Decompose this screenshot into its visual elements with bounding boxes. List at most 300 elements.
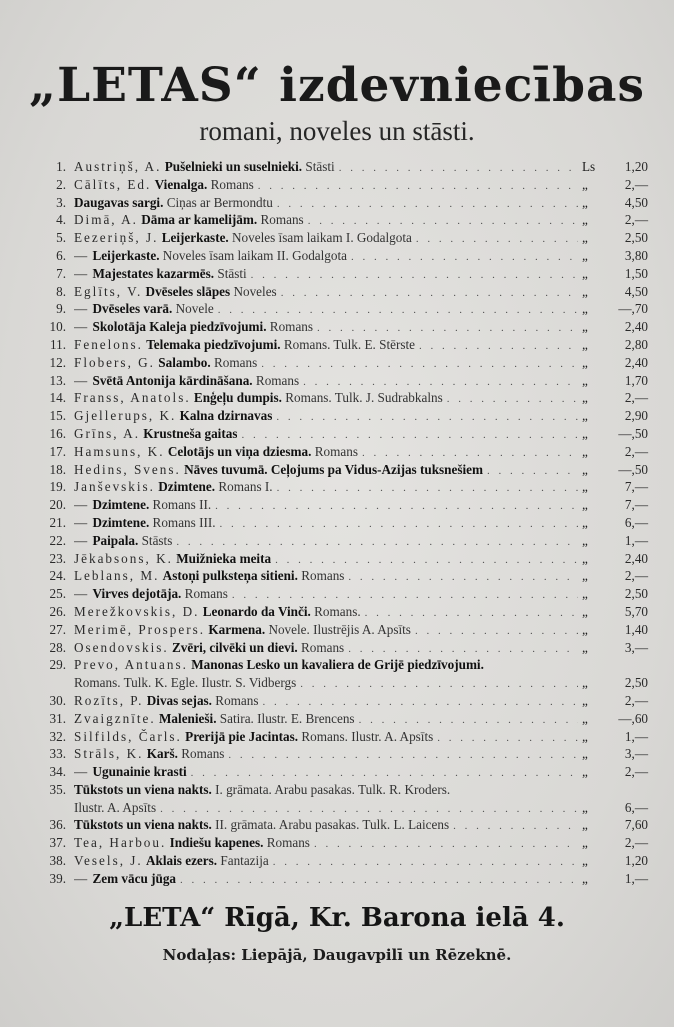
item-price: 3,80 xyxy=(624,247,648,263)
item-entry xyxy=(74,871,176,887)
branch-offices: Nodaļas: Liepājā, Daugavpilī un Rēzeknē. xyxy=(162,946,512,964)
leader-dots xyxy=(281,287,578,299)
price-prefix: „ xyxy=(582,247,588,263)
list-item-continuation xyxy=(36,675,648,693)
item-author: — xyxy=(74,372,90,388)
list-item xyxy=(36,533,648,551)
page-title: „LETAS“ izdevniecības xyxy=(29,58,645,113)
item-title: Astoņi pulksteņa sitieni. xyxy=(162,568,298,584)
item-title: Dvēseles varā. xyxy=(92,301,173,317)
price-prefix: „ xyxy=(582,870,588,886)
item-number: 18. xyxy=(49,461,66,477)
item-price: 7,60 xyxy=(624,817,648,833)
item-number: 22. xyxy=(49,532,66,548)
price-prefix: „ xyxy=(582,532,588,548)
item-title: Karmena. xyxy=(208,621,266,637)
price-prefix: „ xyxy=(582,479,588,495)
item-entry xyxy=(74,390,443,406)
item-number: 16. xyxy=(49,425,66,441)
leader-dots xyxy=(261,358,578,370)
item-author: Strāls, K. xyxy=(74,746,144,762)
leader-dots xyxy=(263,696,578,708)
item-number: 10. xyxy=(49,319,66,335)
item-number: 24. xyxy=(49,568,66,584)
item-title: Vienalga. xyxy=(154,176,208,192)
item-number: 33. xyxy=(49,746,66,762)
leader-dots xyxy=(348,571,578,583)
list-item xyxy=(36,355,648,373)
list-item xyxy=(36,853,648,871)
list-item xyxy=(36,835,648,853)
item-author: Prevo, Antuans. xyxy=(74,657,188,673)
item-title: Zem vācu jūga xyxy=(92,870,177,886)
list-item xyxy=(36,568,648,586)
item-entry xyxy=(74,479,273,495)
list-item xyxy=(36,729,648,747)
item-entry xyxy=(74,497,211,513)
item-note: Romans xyxy=(213,354,258,370)
price-prefix: „ xyxy=(582,568,588,584)
item-note: Stāsti xyxy=(305,159,335,174)
price-prefix: „ xyxy=(582,639,588,655)
item-entry xyxy=(74,551,271,567)
leader-dots xyxy=(277,482,578,494)
list-item xyxy=(36,551,648,569)
list-item xyxy=(36,871,648,889)
item-note: Satira. Ilustr. E. Brencens xyxy=(219,710,355,726)
price-prefix: „ xyxy=(582,425,588,441)
item-entry xyxy=(74,604,361,620)
leader-dots xyxy=(453,820,578,832)
publisher-address: „LETA“ Rīgā, Kr. Barona ielā 4. xyxy=(109,903,565,933)
item-price: 1,20 xyxy=(624,159,648,174)
list-item xyxy=(36,693,648,711)
item-price: —,50 xyxy=(618,425,648,441)
item-author: Gjellerups, K. xyxy=(74,408,177,424)
item-entry xyxy=(74,301,214,317)
item-author: Hamsuns, K. xyxy=(74,443,165,459)
price-prefix: „ xyxy=(582,372,588,388)
item-author: Eglīts, V. xyxy=(74,283,143,299)
item-price: 1,— xyxy=(624,532,648,548)
leader-dots xyxy=(487,465,578,477)
price-prefix: „ xyxy=(582,408,588,424)
item-author: Merežkovskis, D. xyxy=(74,603,200,619)
item-title: Zvēri, cilvēki un dievi. xyxy=(172,639,298,655)
item-title: Prerijā pie Jacintas. xyxy=(185,728,299,744)
leader-dots xyxy=(241,429,578,441)
page-subtitle: romani, noveles un stāsti. xyxy=(199,116,475,146)
list-item xyxy=(36,337,648,355)
item-note: Romans xyxy=(181,746,225,762)
item-note: Romans xyxy=(260,212,304,228)
item-number: 28. xyxy=(49,639,66,655)
item-title: Indiešu kapenes. xyxy=(169,835,264,851)
item-entry xyxy=(74,657,484,673)
list-item xyxy=(36,426,648,444)
item-author: — xyxy=(74,265,90,281)
list-item-continuation xyxy=(36,800,648,818)
list-item xyxy=(36,444,648,462)
price-prefix: „ xyxy=(582,283,588,299)
item-number: 11. xyxy=(50,336,66,352)
leader-dots xyxy=(180,874,578,886)
leader-dots xyxy=(314,838,578,850)
item-title: Leijerkaste. xyxy=(161,230,229,246)
leader-dots xyxy=(232,589,578,601)
item-entry xyxy=(74,853,269,869)
item-title: Dzimtene. xyxy=(92,514,150,530)
item-entry xyxy=(74,586,228,602)
item-number: 23. xyxy=(49,550,66,566)
item-author: — xyxy=(74,532,90,548)
leader-dots xyxy=(176,536,578,548)
leader-dots xyxy=(300,678,578,690)
item-title: Dvēseles slāpes xyxy=(145,283,231,299)
price-prefix: „ xyxy=(582,212,588,228)
item-number: 15. xyxy=(49,408,66,424)
price-prefix: „ xyxy=(582,692,588,708)
leader-dots xyxy=(447,393,578,405)
item-entry xyxy=(74,817,449,833)
item-entry xyxy=(74,177,254,193)
item-number: 30. xyxy=(49,692,66,708)
leader-dots xyxy=(339,162,578,174)
item-entry xyxy=(74,622,411,638)
item-title: Malenieši. xyxy=(158,710,217,726)
item-price: 1,70 xyxy=(624,372,648,388)
item-title: Celotājs un viņa dziesma. xyxy=(167,443,312,459)
item-number: 6. xyxy=(56,247,66,263)
item-author: Zvaigznīte. xyxy=(74,710,156,726)
item-entry xyxy=(74,159,335,175)
leader-dots xyxy=(416,233,578,245)
list-item xyxy=(36,462,648,480)
item-entry xyxy=(74,711,355,727)
item-price: 2,— xyxy=(624,764,648,780)
item-price: 7,— xyxy=(624,479,648,495)
list-item xyxy=(36,408,648,426)
price-prefix: „ xyxy=(582,835,588,851)
item-author: Osendovskis. xyxy=(74,639,169,655)
item-author: Franss, Anatols. xyxy=(74,390,191,406)
item-entry xyxy=(74,568,344,584)
list-item xyxy=(36,586,648,604)
list-item xyxy=(36,373,648,391)
item-number: 12. xyxy=(49,354,66,370)
item-title: Tūkstots un viena nakts. xyxy=(74,817,212,833)
item-continuation: Romans. Tulk. K. Egle. Ilustr. S. Vidbergs xyxy=(74,675,297,691)
item-number: 38. xyxy=(49,853,66,869)
leader-dots xyxy=(218,304,578,316)
item-entry xyxy=(74,230,412,246)
item-note: Ciņas ar Bermondtu xyxy=(166,194,273,210)
item-entry xyxy=(74,212,304,228)
book-list xyxy=(36,159,648,889)
item-author: — xyxy=(74,514,90,530)
item-author: Tea, Harbou. xyxy=(74,835,167,851)
item-author: Dimā, A. xyxy=(74,212,138,228)
list-item xyxy=(36,622,648,640)
item-author: Grīns, A. xyxy=(74,425,140,441)
item-title: Daugavas sargi. xyxy=(74,194,164,210)
list-item xyxy=(36,248,648,266)
item-number: 7. xyxy=(56,265,66,281)
item-number: 34. xyxy=(49,764,66,780)
item-price: 4,50 xyxy=(624,283,648,299)
item-entry xyxy=(74,462,483,478)
list-item xyxy=(36,782,648,800)
item-number: 36. xyxy=(49,817,66,833)
list-item xyxy=(36,301,648,319)
item-number: 39. xyxy=(49,870,66,886)
price-prefix: „ xyxy=(582,853,588,869)
price-prefix: „ xyxy=(582,497,588,513)
item-entry xyxy=(74,355,257,371)
item-author: Jēkabsons, K. xyxy=(74,550,173,566)
item-note: Noveles īsam laikam I. Godalgota xyxy=(232,230,412,246)
item-title: Leijerkaste. xyxy=(92,247,160,263)
item-entry xyxy=(74,266,247,282)
item-title: Karš. xyxy=(146,746,178,762)
list-item xyxy=(36,159,648,177)
item-number: 37. xyxy=(49,835,66,851)
item-title: Leonardo da Vinči. xyxy=(202,603,311,619)
item-author: — xyxy=(74,319,90,335)
item-price: 3,— xyxy=(624,639,648,655)
item-note: Romans II. xyxy=(152,497,212,513)
price-prefix: Ls xyxy=(582,159,596,174)
item-author: — xyxy=(74,870,90,886)
item-note: Romans. xyxy=(314,603,361,619)
price-prefix: „ xyxy=(582,265,588,281)
leader-dots xyxy=(365,607,578,619)
price-prefix: „ xyxy=(582,354,588,370)
item-price: 2,— xyxy=(624,390,648,406)
item-entry xyxy=(74,248,347,264)
item-entry xyxy=(74,640,344,656)
item-number: 27. xyxy=(49,621,66,637)
item-title: Divas sejas. xyxy=(146,692,212,708)
item-note: Romans xyxy=(184,586,228,602)
item-number: 13. xyxy=(49,372,66,388)
item-title: Majestates kazarmēs. xyxy=(92,265,215,281)
item-title: Telemaka piedzīvojumi. xyxy=(146,336,281,352)
item-note: Fantazija xyxy=(220,853,269,869)
list-item xyxy=(36,177,648,195)
item-author: — xyxy=(74,497,90,513)
item-entry xyxy=(74,729,433,745)
list-item xyxy=(36,515,648,533)
item-price: 3,— xyxy=(624,746,648,762)
leader-dots xyxy=(275,554,578,566)
item-title: Pušelnieki un suselnieki. xyxy=(164,159,303,174)
item-price: 2,40 xyxy=(624,354,648,370)
item-title: Svētā Antonija kārdināšana. xyxy=(92,372,253,388)
item-price: —,60 xyxy=(618,710,648,726)
list-item xyxy=(36,657,648,675)
leader-dots xyxy=(160,803,578,815)
item-price: 2,40 xyxy=(624,550,648,566)
leader-dots xyxy=(359,714,578,726)
item-author: Hedins, Svens. xyxy=(74,461,181,477)
item-price: 7,— xyxy=(624,497,648,513)
item-note: Stāsti xyxy=(217,265,247,281)
item-entry xyxy=(74,319,313,335)
item-author: Vesels, J. xyxy=(74,853,143,869)
list-item xyxy=(36,319,648,337)
item-title: Nāves tuvumā. Ceļojums pa Vidus-Azijas tuksnešiem xyxy=(184,461,484,477)
item-author: — xyxy=(74,247,90,263)
item-note: Novele. Ilustrējis A. Apsīts xyxy=(268,621,411,637)
item-price: 2,— xyxy=(624,212,648,228)
list-item xyxy=(36,764,648,782)
item-entry xyxy=(74,337,415,353)
item-note: Romans. Ilustr. A. Apsīts xyxy=(301,728,434,744)
item-entry xyxy=(74,835,310,851)
price-prefix: „ xyxy=(582,301,588,317)
price-prefix: „ xyxy=(582,194,588,210)
item-note: Novele xyxy=(175,301,214,317)
leader-dots xyxy=(276,411,578,423)
item-note: Romans xyxy=(301,568,345,584)
item-note: II. grāmata. Arabu pasakas. Tulk. L. Laicens xyxy=(215,817,450,833)
item-price: 2,— xyxy=(624,568,648,584)
list-item xyxy=(36,195,648,213)
item-price: 2,— xyxy=(624,692,648,708)
leader-dots xyxy=(317,322,578,334)
list-item xyxy=(36,479,648,497)
price-prefix: „ xyxy=(582,764,588,780)
list-item xyxy=(36,266,648,284)
leader-dots xyxy=(215,500,578,512)
item-note: I. grāmata. Arabu pasakas. Tulk. R. Kroders. xyxy=(215,781,451,797)
item-price: 1,40 xyxy=(624,621,648,637)
item-number: 17. xyxy=(49,443,66,459)
leader-dots xyxy=(351,251,578,263)
item-title: Tūkstots un viena nakts. xyxy=(74,781,212,797)
item-note: Romans xyxy=(215,692,259,708)
item-price: —,70 xyxy=(618,301,648,317)
price-prefix: „ xyxy=(582,675,588,691)
item-price: 1,— xyxy=(624,728,648,744)
leader-dots xyxy=(258,180,578,192)
item-note: Stāsts xyxy=(141,532,173,548)
item-note: Romans. Tulk. E. Stērste xyxy=(283,336,416,352)
item-price: 2,— xyxy=(624,443,648,459)
item-price: 6,— xyxy=(624,514,648,530)
leader-dots xyxy=(437,732,578,744)
item-entry xyxy=(74,444,358,460)
leader-dots xyxy=(251,269,578,281)
item-note: Romans I. xyxy=(218,479,273,495)
item-author: Eezeriņš, J. xyxy=(74,230,159,246)
price-prefix: „ xyxy=(582,710,588,726)
item-number: 21. xyxy=(49,514,66,530)
list-item xyxy=(36,640,648,658)
item-title: Manonas Lesko un kavaliera de Grijē piedzīvojumi. xyxy=(191,657,484,673)
item-number: 29. xyxy=(49,657,66,673)
item-number: 31. xyxy=(49,710,66,726)
price-prefix: „ xyxy=(582,799,588,815)
item-price: 2,50 xyxy=(624,230,648,246)
leader-dots xyxy=(415,625,578,637)
leader-dots xyxy=(228,749,578,761)
price-prefix: „ xyxy=(582,390,588,406)
price-prefix: „ xyxy=(582,443,588,459)
item-title: Dzimtene. xyxy=(92,497,150,513)
leader-dots xyxy=(308,215,578,227)
list-item xyxy=(36,390,648,408)
item-continuation: Ilustr. A. Apsīts xyxy=(74,799,157,815)
item-price: 2,90 xyxy=(624,408,648,424)
item-number: 19. xyxy=(49,479,66,495)
price-prefix: „ xyxy=(582,817,588,833)
item-number: 3. xyxy=(56,194,66,210)
item-price: 2,80 xyxy=(624,336,648,352)
item-author: — xyxy=(74,301,90,317)
item-note: Romans xyxy=(314,443,358,459)
item-title: Aklais ezers. xyxy=(146,853,218,869)
list-item xyxy=(36,230,648,248)
item-entry xyxy=(74,515,216,531)
item-note: Romans. Tulk. J. Sudrabkalns xyxy=(285,390,443,406)
price-prefix: „ xyxy=(582,746,588,762)
list-item xyxy=(36,746,648,764)
item-number: 1. xyxy=(56,159,66,174)
item-entry xyxy=(74,746,224,762)
price-prefix: „ xyxy=(582,461,588,477)
item-entry xyxy=(74,408,272,424)
item-number: 2. xyxy=(56,176,66,192)
item-price: 2,— xyxy=(624,176,648,192)
leader-dots xyxy=(277,198,578,210)
item-number: 35. xyxy=(49,781,66,797)
item-author: Cālīts, Ed. xyxy=(74,176,152,192)
list-item xyxy=(36,711,648,729)
item-entry xyxy=(74,693,259,709)
leader-dots xyxy=(303,376,578,388)
item-price: 2,50 xyxy=(624,675,648,691)
item-entry xyxy=(74,284,277,300)
item-entry xyxy=(74,533,172,549)
list-item xyxy=(36,604,648,622)
item-number: 25. xyxy=(49,586,66,602)
price-prefix: „ xyxy=(582,728,588,744)
item-title: Paipala. xyxy=(92,532,139,548)
leader-dots xyxy=(419,340,578,352)
item-title: Kalna dzirnavas xyxy=(179,408,273,424)
leader-dots xyxy=(273,856,578,868)
price-prefix: „ xyxy=(582,550,588,566)
item-note: Noveles īsam laikam II. Godalgota xyxy=(162,247,348,263)
item-author: — xyxy=(74,764,90,780)
list-item xyxy=(36,817,648,835)
item-title: Virves dejotāja. xyxy=(92,586,182,602)
item-author: Rozīts, P. xyxy=(74,692,144,708)
item-price: 5,70 xyxy=(624,603,648,619)
price-prefix: „ xyxy=(582,621,588,637)
list-item xyxy=(36,212,648,230)
leader-dots xyxy=(348,643,578,655)
item-price: 4,50 xyxy=(624,194,648,210)
item-author: Silfilds, Čarls. xyxy=(74,728,182,744)
item-title: Dāma ar kamelijām. xyxy=(141,212,258,228)
price-prefix: „ xyxy=(582,176,588,192)
item-title: Enģeļu dumpis. xyxy=(193,390,282,406)
item-number: 26. xyxy=(49,603,66,619)
item-number: 20. xyxy=(49,497,66,513)
